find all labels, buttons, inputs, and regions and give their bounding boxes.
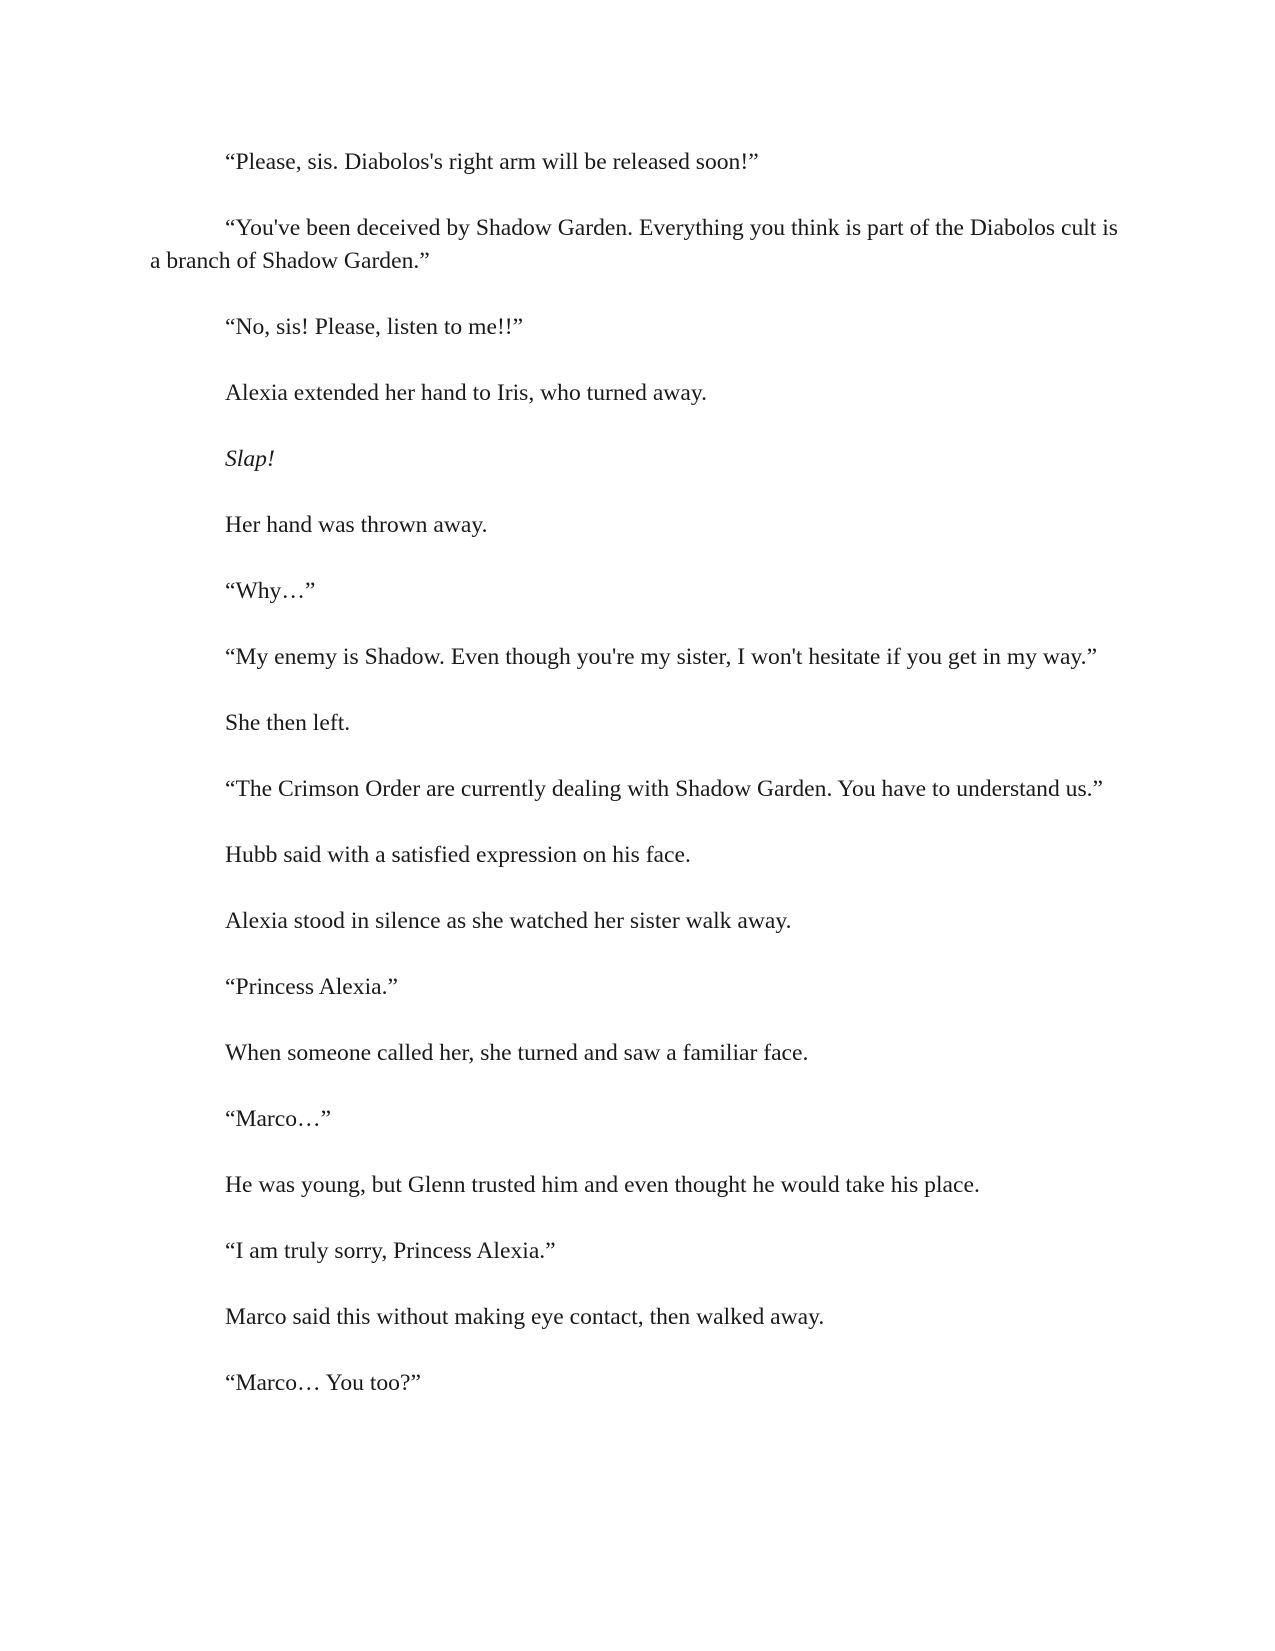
paragraph: “No, sis! Please, listen to me!!” [225, 314, 524, 340]
body-text [150, 146, 1125, 1433]
paragraph: Marco said this without making eye contact, then walked away. [225, 1304, 825, 1330]
paragraph: When someone called her, she turned and saw a familiar face. [225, 1040, 809, 1066]
paragraph: Her hand was thrown away. [225, 512, 488, 538]
paragraph: Alexia extended her hand to Iris, who turned away. [225, 380, 707, 406]
paragraph: “Why…” [225, 578, 316, 604]
paragraph: Alexia stood in silence as she watched her sister walk away. [225, 908, 792, 934]
paragraph: “My enemy is Shadow. Even though you're my sister, I won't hesitate if you get in my way.” [225, 644, 1098, 670]
paragraph-emphasis: Slap! [225, 446, 275, 472]
paragraph: “Marco… You too?” [225, 1370, 421, 1396]
paragraph: He was young, but Glenn trusted him and even thought he would take his place. [225, 1172, 980, 1198]
paragraph: Hubb said with a satisfied expression on his face. [225, 842, 691, 868]
paragraph: “Princess Alexia.” [225, 974, 398, 1000]
paragraph: “Please, sis. Diabolos's right arm will be released soon!” [225, 149, 759, 175]
paragraph: “The Crimson Order are currently dealing with Shadow Garden. You have to understand us.” [225, 776, 1103, 802]
paragraph: “You've been deceived by Shadow Garden. Everything you think is part of the Diabolos cult is a branch of Shadow Garden.” [150, 215, 1118, 274]
paragraph: “Marco…” [225, 1106, 332, 1132]
paragraph: She then left. [225, 710, 351, 736]
paragraph: “I am truly sorry, Princess Alexia.” [225, 1238, 556, 1264]
